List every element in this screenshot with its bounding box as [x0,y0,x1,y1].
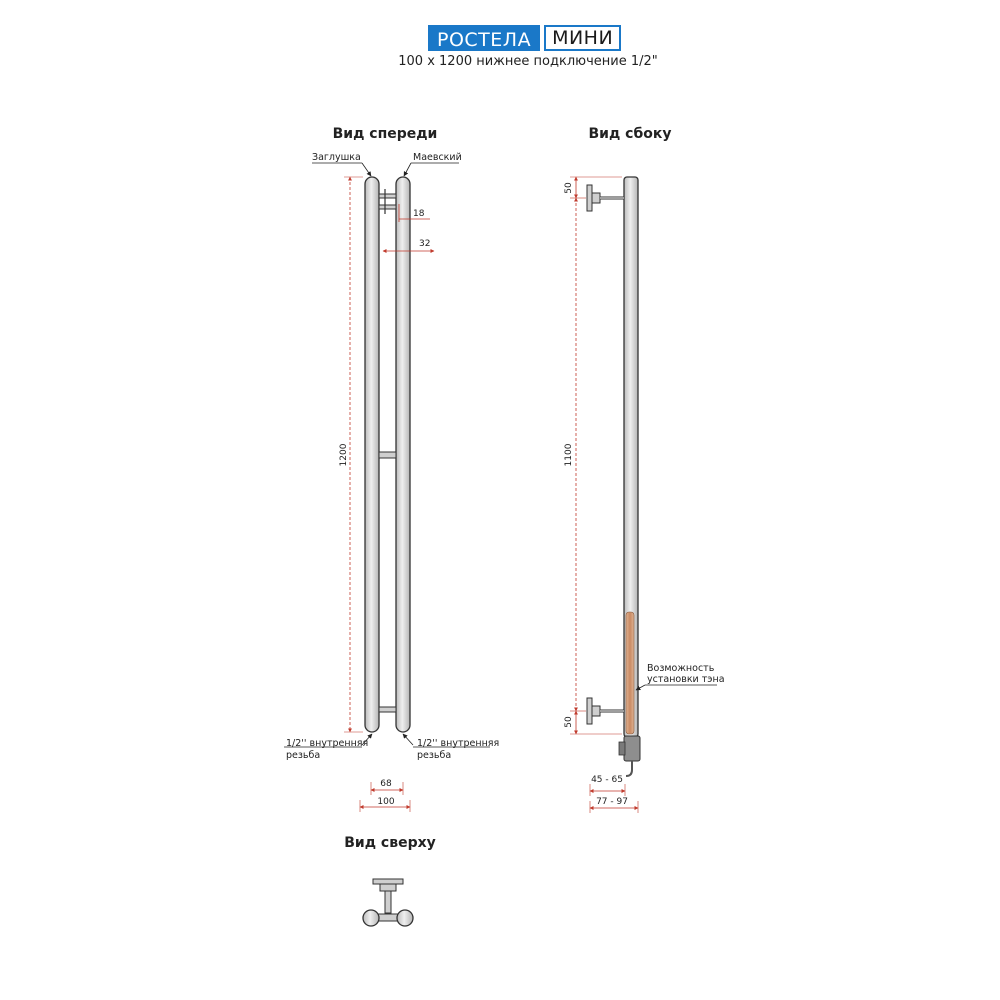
heater-element [626,612,634,734]
side-view-title: Вид сбоку [588,126,672,142]
plug-label: Заглушка [312,152,361,163]
dim-side-bottom: 50 [564,716,574,728]
heater-head [624,736,640,761]
product-subtitle: 100 х 1200 нижнее подключение 1/2" [398,54,658,69]
front-crossbar [379,452,396,458]
top-view-drawing [363,879,413,926]
heater-label-line1: Возможность [647,663,715,674]
dim-45-65: 45 - 65 [591,775,623,785]
dim-side-mid: 1100 [564,443,574,467]
dim-18: 18 [413,209,425,219]
heater-label-line2: установки тэна [647,674,725,685]
thread-left-line2: резьба [286,750,321,761]
top-view-title: Вид сверху [344,835,436,851]
front-right-pipe [396,177,410,732]
brand-model: МИНИ [544,25,621,51]
front-view-title: Вид спереди [332,126,438,142]
dim-77-97: 77 - 97 [596,797,628,807]
dim-32: 32 [419,239,431,249]
front-left-pipe [365,177,379,732]
dim-68: 68 [380,779,392,789]
thread-right-line1: 1/2'' внутренняя [417,738,500,749]
thread-left-line1: 1/2'' внутренняя [286,738,369,749]
brand-name: РОСТЕЛА [428,25,540,51]
dim-side-top: 50 [564,182,574,194]
valve-label: Маевский [413,152,462,163]
dim-100: 100 [377,797,395,807]
dim-1200: 1200 [339,443,349,467]
thread-right-line2: резьба [417,750,452,761]
